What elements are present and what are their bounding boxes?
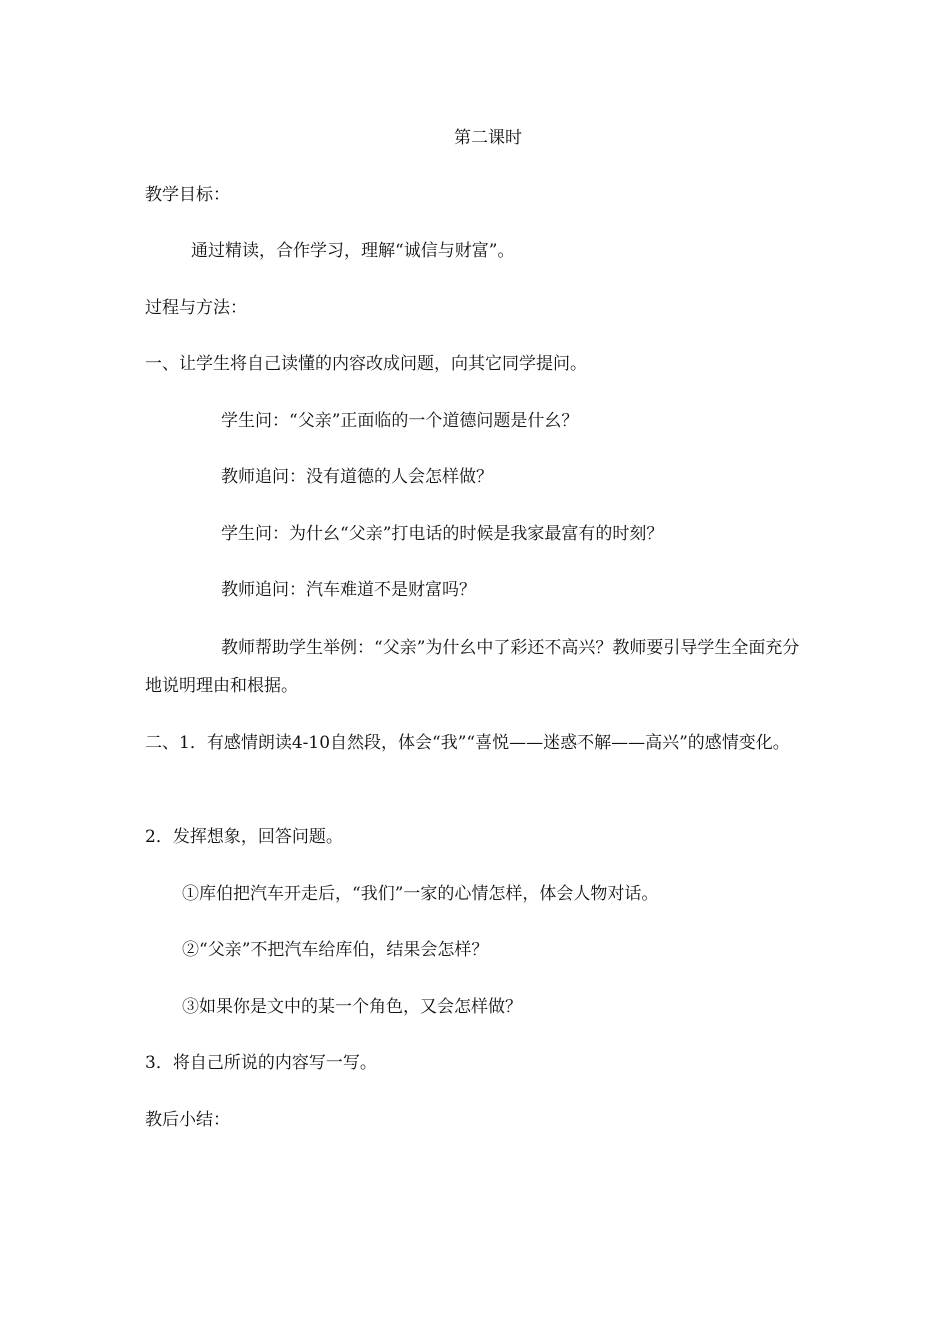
section1-item: 学生问：“父亲”正面临的一个道德问题是什幺？ xyxy=(221,411,579,431)
section2-question: ②“父亲”不把汽车给库伯，结果会怎样？ xyxy=(182,940,489,960)
section1-heading: 一、让学生将自己读懂的内容改成问题，向其它同学提问。 xyxy=(145,354,587,374)
section2-item3: 3．将自己所说的内容写一写。 xyxy=(145,1053,377,1073)
section1-item: 教师追问：没有道德的人会怎样做？ xyxy=(221,467,493,487)
section1-example: 教师帮助学生举例：“父亲”为什幺中了彩还不高兴？教师要引导学生全面充分地说明理由和根据。 xyxy=(145,638,800,696)
section1-item: 学生问：为什幺“父亲”打电话的时候是我家最富有的时刻？ xyxy=(221,524,664,544)
teaching-goal-heading: 教学目标： xyxy=(145,185,230,205)
section1-item: 教师追问：汽车难道不是财富吗？ xyxy=(221,580,476,600)
process-heading: 过程与方法： xyxy=(145,298,247,318)
teaching-goal-text: 通过精读，合作学习，理解“诚信与财富”。 xyxy=(191,241,515,261)
section2-item2: 2．发挥想象，回答问题。 xyxy=(145,827,343,847)
page-title: 第二课时 xyxy=(454,128,522,148)
summary-heading: 教后小结： xyxy=(145,1110,230,1130)
section2-item1: 二、1．有感情朗读4-10自然段，体会“我”“喜悦——迷惑不解——高兴”的感情变化。 xyxy=(145,733,790,753)
section2-question: ③如果你是文中的某一个角色，又会怎样做？ xyxy=(182,997,522,1017)
section2-question: ①库伯把汽车开走后，“我们”一家的心情怎样，体会人物对话。 xyxy=(182,884,659,904)
